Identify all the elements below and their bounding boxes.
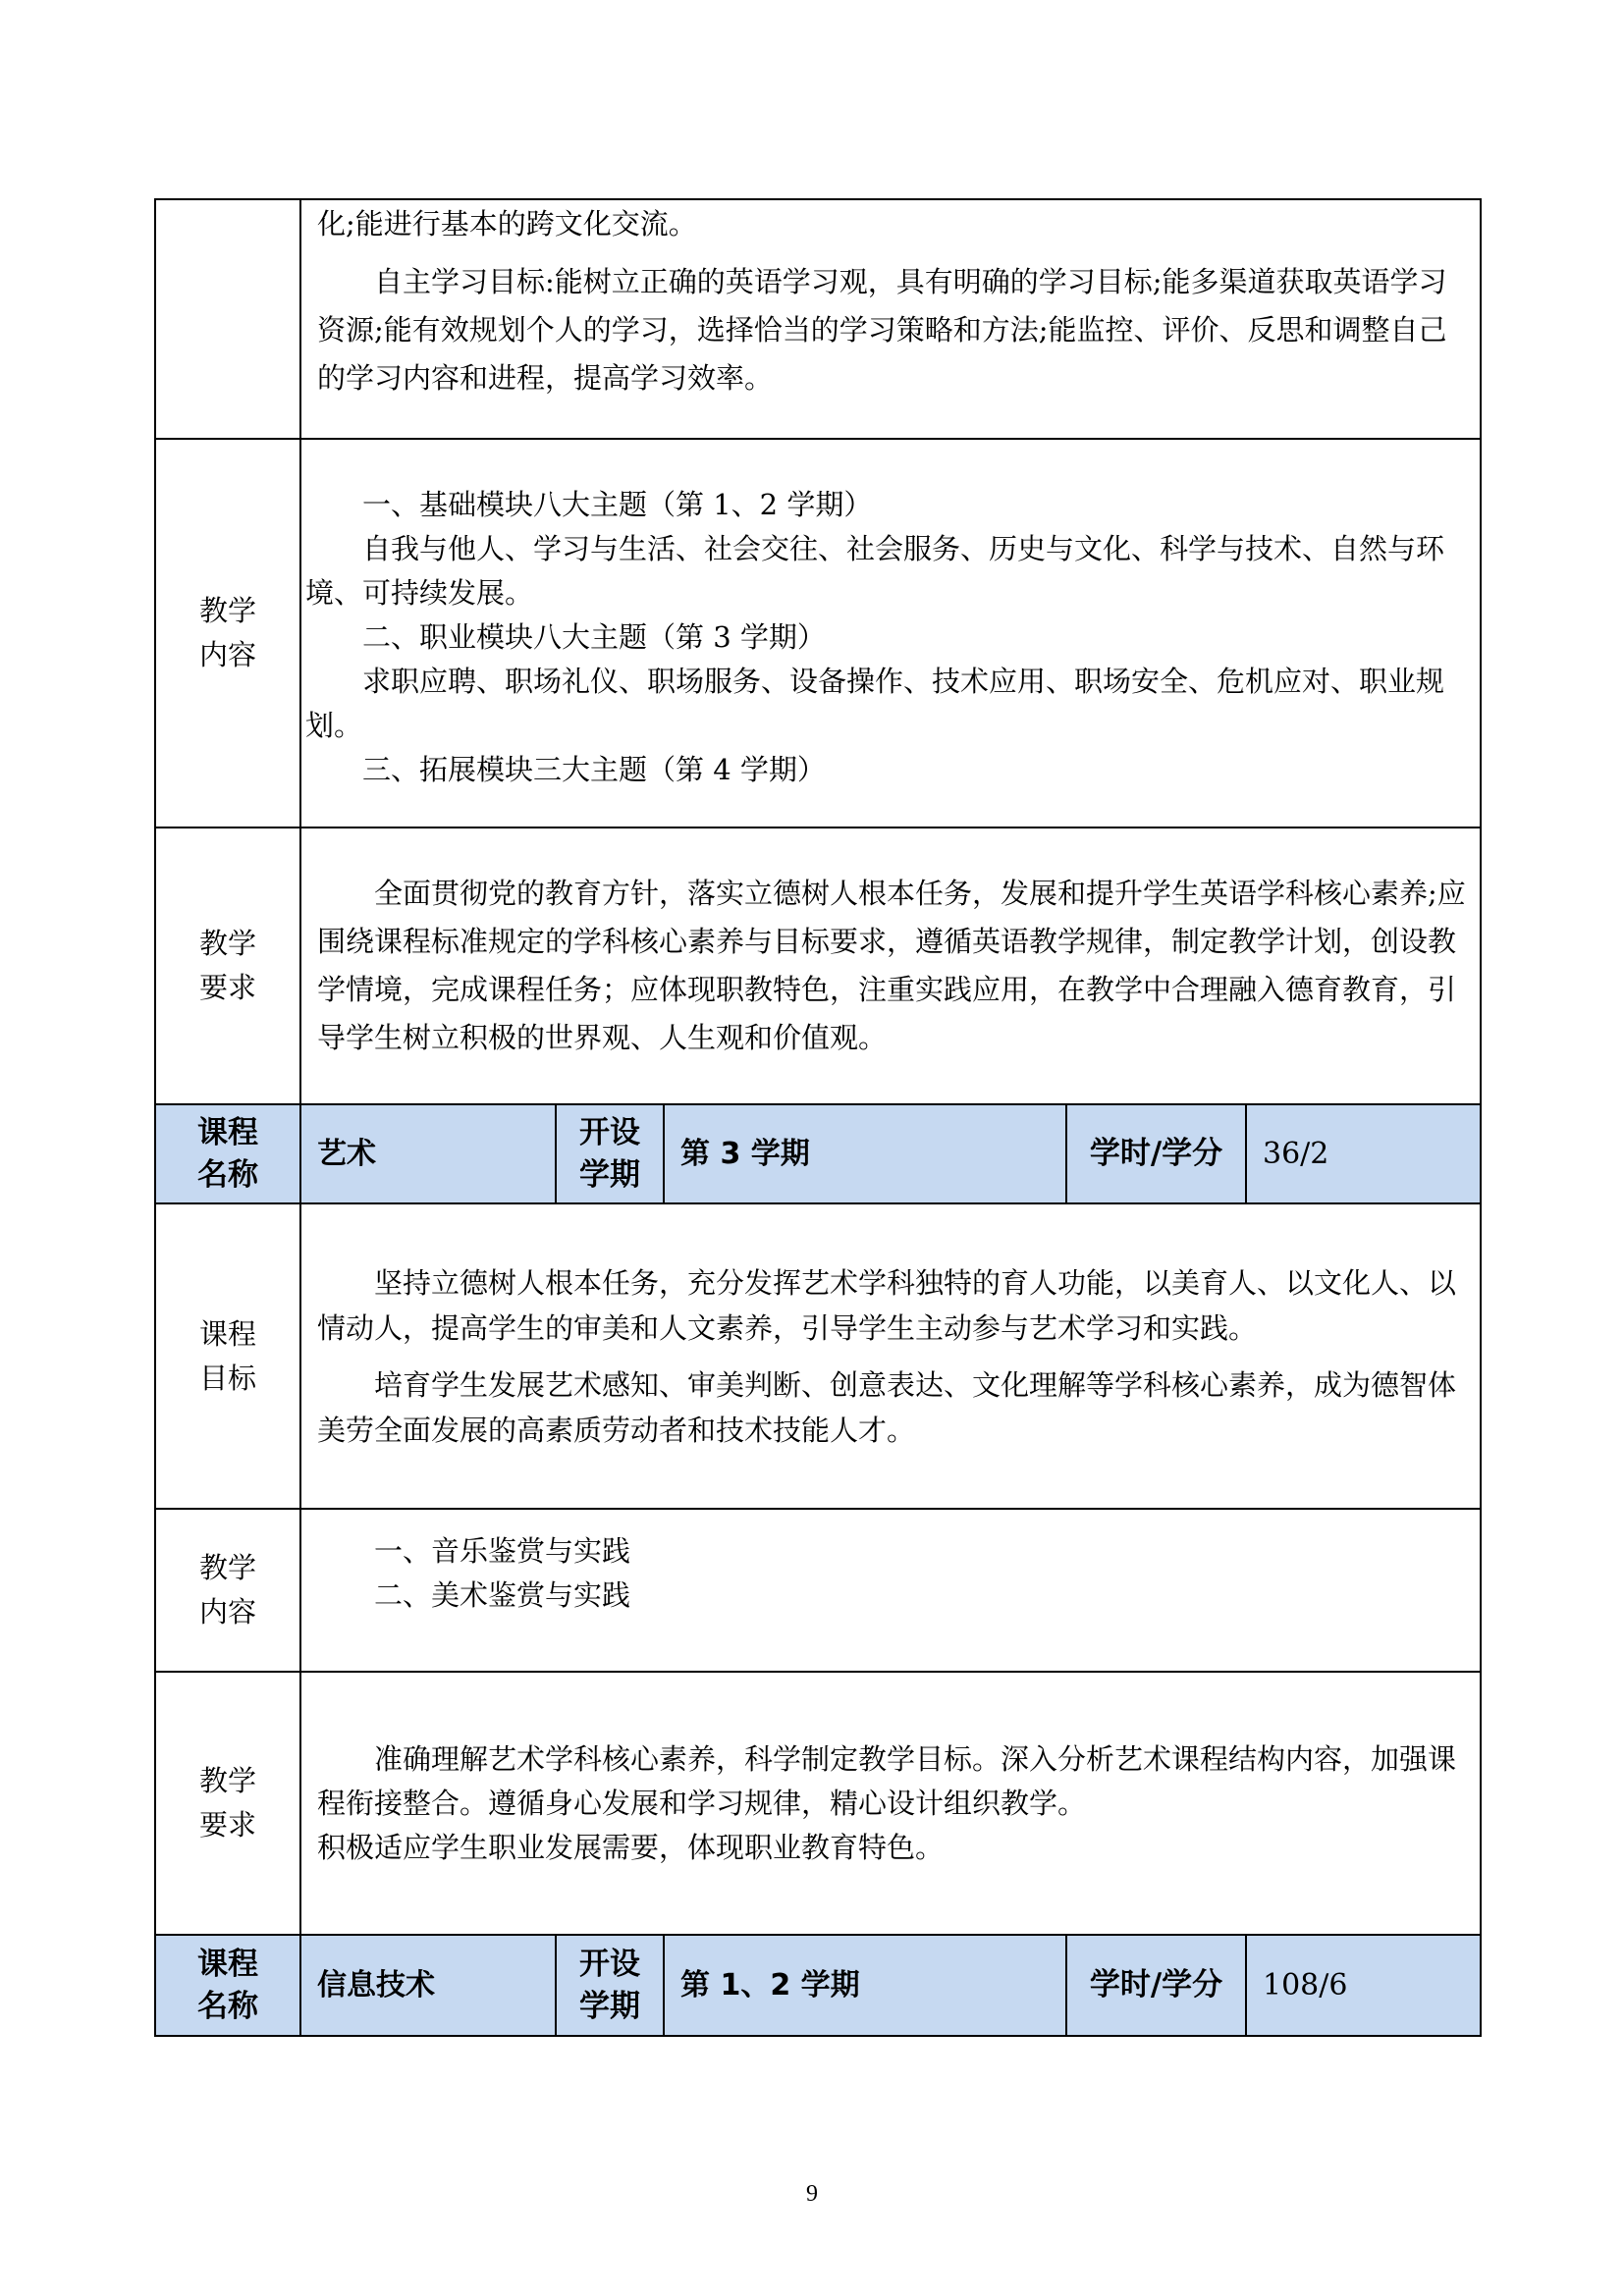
art-term-value: 第 3 学期 xyxy=(664,1104,1066,1203)
it-name-value: 信息技术 xyxy=(300,1935,556,2036)
art-hours-value: 36/2 xyxy=(1246,1104,1481,1203)
english-requirement-text: 全面贯彻党的教育方针，落实立德树人根本任务，发展和提升学生英语学科核心素养;应围绕课程标准规定的学科核心素养与目标要求，遵循英语教学规律，制定教学计划，创设教学情境，完成课程任务；应体现职教特色，注重实践应用，在教学中合理融入德育教育，引导学生树立积极的世界观、人生观和价值观。 xyxy=(317,877,1466,1054)
art-content-cell xyxy=(300,1509,1481,1672)
it-term-value: 第 1、2 学期 xyxy=(664,1935,1066,2036)
it-term-label: 开设 学期 xyxy=(556,1935,664,2036)
art-content-row xyxy=(155,1509,1481,1672)
art-hours-label: 学时/学分 xyxy=(1066,1104,1246,1203)
art-requirement-p1: 准确理解艺术学科核心素养，科学制定教学目标。深入分析艺术课程结构内容，加强课程衔接整合。遵循身心发展和学习规律，精心设计组织教学。 xyxy=(317,1741,1457,1820)
english-requirement-cell xyxy=(300,828,1481,1104)
english-content-item2-title: 二、职业模块八大主题（第 3 学期） xyxy=(362,619,826,654)
english-content-item1-body: 自我与他人、学习与生活、社会交往、社会服务、历史与文化、科学与技术、自然与环境、可持续发展。 xyxy=(305,531,1445,610)
art-name-value: 艺术 xyxy=(300,1104,556,1203)
english-requirement-label: 教学 要求 xyxy=(155,828,300,1104)
art-goal-label: 课程 目标 xyxy=(155,1203,300,1509)
english-content-label: 教学 内容 xyxy=(155,439,300,828)
english-goal-self-study: 自主学习目标:能树立正确的英语学习观，具有明确的学习目标;能多渠道获取英语学习资源;能有效规划个人的学习，选择恰当的学习策略和方法;能监控、评价、反思和调整自己的学习内容和进程，提高学习效率。 xyxy=(317,265,1447,395)
art-goal-p2: 培育学生发展艺术感知、审美判断、创意表达、文化理解等学科核心素养，成为德智体美劳全面发展的高素质劳动者和技术技能人才。 xyxy=(317,1367,1457,1447)
english-content-cell xyxy=(300,439,1481,828)
english-content-item1-title: 一、基础模块八大主题（第 1、2 学期） xyxy=(362,487,873,521)
english-goal-continuation: 化;能进行基本的跨文化交流。 xyxy=(317,207,697,240)
art-header-row xyxy=(155,1104,1481,1203)
english-requirement-row xyxy=(155,828,1481,1104)
art-goal-row xyxy=(155,1203,1481,1509)
it-hours-label: 学时/学分 xyxy=(1066,1935,1246,2036)
art-goal-cell xyxy=(300,1203,1481,1509)
english-goal-label-cell xyxy=(155,199,300,439)
art-requirement-row xyxy=(155,1672,1481,1935)
art-requirement-cell xyxy=(300,1672,1481,1935)
english-content-row xyxy=(155,439,1481,828)
it-hours-value: 108/6 xyxy=(1246,1935,1481,2036)
course-table xyxy=(154,198,1482,2037)
art-content-item1: 一、音乐鉴赏与实践 xyxy=(374,1534,631,1568)
english-content-item3-title: 三、拓展模块三大主题（第 4 学期） xyxy=(362,752,826,786)
english-goal-cell xyxy=(300,199,1481,439)
art-term-label: 开设 学期 xyxy=(556,1104,664,1203)
page-number: 9 xyxy=(806,2181,818,2207)
art-content-label: 教学 内容 xyxy=(155,1509,300,1672)
art-requirement-p2: 积极适应学生职业发展需要，体现职业教育特色。 xyxy=(317,1830,945,1864)
art-requirement-label: 教学 要求 xyxy=(155,1672,300,1935)
art-goal-p1: 坚持立德树人根本任务，充分发挥艺术学科独特的育人功能，以美育人、以文化人、以情动人，提高学生的审美和人文素养，引导学生主动参与艺术学习和实践。 xyxy=(317,1265,1457,1345)
it-name-label: 课程 名称 xyxy=(155,1935,300,2036)
art-content-item2: 二、美术鉴赏与实践 xyxy=(374,1578,631,1612)
english-goal-row xyxy=(155,199,1481,439)
english-content-item2-body: 求职应聘、职场礼仪、职场服务、设备操作、技术应用、职场安全、危机应对、职业规划。 xyxy=(305,664,1445,742)
art-name-label: 课程 名称 xyxy=(155,1104,300,1203)
it-header-row xyxy=(155,1935,1481,2036)
